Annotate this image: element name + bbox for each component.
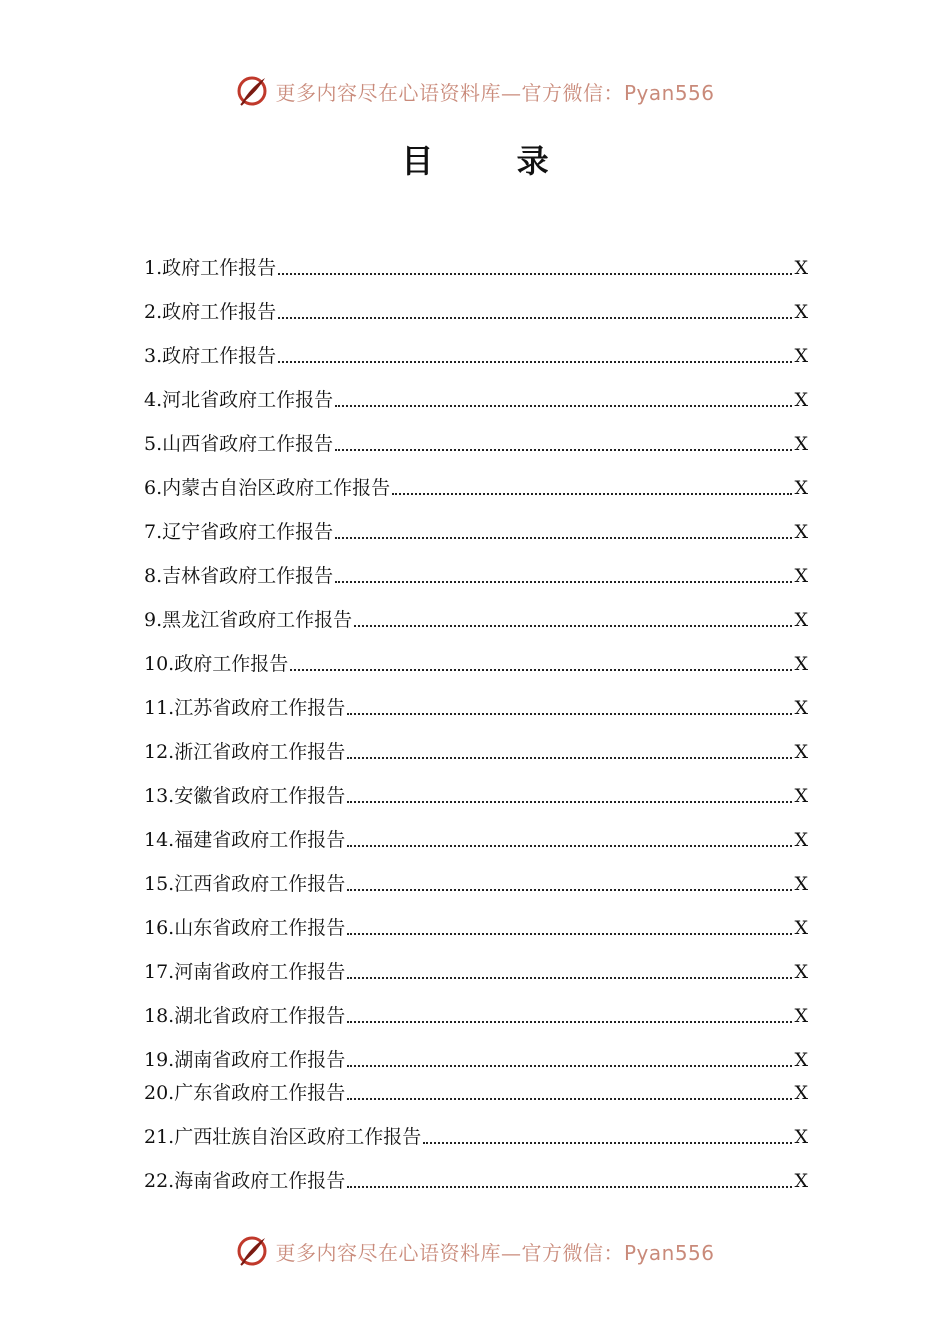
quill-circle-logo-icon (235, 74, 269, 108)
toc-entry-label: 19.湖南省政府工作报告 (144, 1049, 346, 1071)
toc-leader-dots (335, 405, 792, 407)
toc-entry-label: 17.河南省政府工作报告 (144, 961, 346, 983)
toc-entry-page: X (794, 1126, 808, 1148)
toc-leader-dots (347, 1098, 792, 1100)
toc-entry-page: X (794, 873, 808, 895)
toc-leader-dots (347, 933, 792, 935)
toc-leader-dots (347, 801, 792, 803)
toc-entry-page: X (794, 433, 808, 455)
toc-entry-page: X (794, 1005, 808, 1027)
toc-entry-page: X (794, 521, 808, 543)
toc-entry-label: 7.辽宁省政府工作报告 (144, 521, 334, 543)
toc-entry[interactable] (144, 298, 808, 326)
toc-leader-dots (347, 1186, 792, 1188)
toc-leader-dots (392, 493, 792, 495)
toc-leader-dots (278, 317, 792, 319)
toc-entry[interactable] (144, 1046, 808, 1074)
toc-entry-page: X (794, 653, 808, 675)
banner-text: 更多内容尽在心语资料库—官方微信：Pyan556 (275, 80, 715, 105)
toc-leader-dots (290, 669, 792, 671)
toc-entry[interactable] (144, 342, 808, 370)
toc-entry[interactable] (144, 1167, 808, 1195)
toc-leader-dots (347, 889, 792, 891)
toc-entry-page: X (794, 609, 808, 631)
toc-entry-page: X (794, 477, 808, 499)
toc-entry-label: 9.黑龙江省政府工作报告 (144, 609, 353, 631)
toc-entry[interactable] (144, 430, 808, 458)
toc-leader-dots (335, 581, 792, 583)
toc-entry[interactable] (144, 650, 808, 678)
toc-entry-label: 21.广西壮族自治区政府工作报告 (144, 1126, 422, 1148)
toc-leader-dots (354, 625, 792, 627)
toc-entry-label: 13.安徽省政府工作报告 (144, 785, 346, 807)
toc-entry-label: 15.江西省政府工作报告 (144, 873, 346, 895)
toc-leader-dots (278, 273, 792, 275)
toc-entry-page: X (794, 1049, 808, 1071)
toc-entry-page: X (794, 257, 808, 279)
toc-entry-label: 12.浙江省政府工作报告 (144, 741, 346, 763)
header-banner (0, 74, 950, 108)
toc-entry[interactable] (144, 914, 808, 942)
toc-entry[interactable] (144, 386, 808, 414)
toc-entry-label: 20.广东省政府工作报告 (144, 1082, 346, 1104)
toc-entry-page: X (794, 301, 808, 323)
toc-entry-label: 18.湖北省政府工作报告 (144, 1005, 346, 1027)
toc-leader-dots (278, 361, 792, 363)
toc-entry-label: 5.山西省政府工作报告 (144, 433, 334, 455)
toc-entry[interactable] (144, 870, 808, 898)
toc-entry[interactable] (144, 826, 808, 854)
toc-entry-page: X (794, 389, 808, 411)
page-title: 目 录 (401, 142, 585, 180)
toc-entry-label: 16.山东省政府工作报告 (144, 917, 346, 939)
toc-leader-dots (347, 757, 792, 759)
toc-entry-label: 8.吉林省政府工作报告 (144, 565, 334, 587)
toc-entry-page: X (794, 829, 808, 851)
toc-entry-page: X (794, 917, 808, 939)
toc-entry-label: 10.政府工作报告 (144, 653, 289, 675)
banner-text: 更多内容尽在心语资料库—官方微信：Pyan556 (275, 1240, 715, 1265)
toc-entry[interactable] (144, 254, 808, 282)
toc-entry-label: 3.政府工作报告 (144, 345, 277, 367)
toc-entry-label: 11.江苏省政府工作报告 (144, 697, 346, 719)
toc-leader-dots (347, 1065, 792, 1067)
toc-entry-page: X (794, 565, 808, 587)
toc-entry[interactable] (144, 958, 808, 986)
toc-entry-page: X (794, 1082, 808, 1104)
toc-entry[interactable] (144, 474, 808, 502)
toc-entry-label: 4.河北省政府工作报告 (144, 389, 334, 411)
toc-entry[interactable] (144, 606, 808, 634)
toc-entry-page: X (794, 345, 808, 367)
toc-entry-page: X (794, 785, 808, 807)
toc-leader-dots (335, 537, 792, 539)
toc-entry[interactable] (144, 562, 808, 590)
toc-leader-dots (347, 1021, 792, 1023)
toc-entry-page: X (794, 697, 808, 719)
toc-entry-label: 22.海南省政府工作报告 (144, 1170, 346, 1192)
toc-entry-label: 2.政府工作报告 (144, 301, 277, 323)
footer-banner (0, 1234, 950, 1268)
toc-leader-dots (423, 1142, 792, 1144)
toc-leader-dots (347, 713, 792, 715)
quill-circle-logo-icon (235, 1234, 269, 1268)
toc-entry-page: X (794, 961, 808, 983)
toc-entry[interactable] (144, 782, 808, 810)
toc-entry[interactable] (144, 694, 808, 722)
toc-leader-dots (347, 977, 792, 979)
toc-entry[interactable] (144, 1123, 808, 1151)
toc-entry[interactable] (144, 518, 808, 546)
toc-entry[interactable] (144, 738, 808, 766)
toc-entry-page: X (794, 741, 808, 763)
toc-entry-label: 6.内蒙古自治区政府工作报告 (144, 477, 391, 499)
toc-entry-page: X (794, 1170, 808, 1192)
toc-entry-label: 14.福建省政府工作报告 (144, 829, 346, 851)
toc-entry[interactable] (144, 1002, 808, 1030)
toc-leader-dots (347, 845, 792, 847)
toc-entry-label: 1.政府工作报告 (144, 257, 277, 279)
toc-leader-dots (335, 449, 792, 451)
toc-entry[interactable] (144, 1079, 808, 1107)
